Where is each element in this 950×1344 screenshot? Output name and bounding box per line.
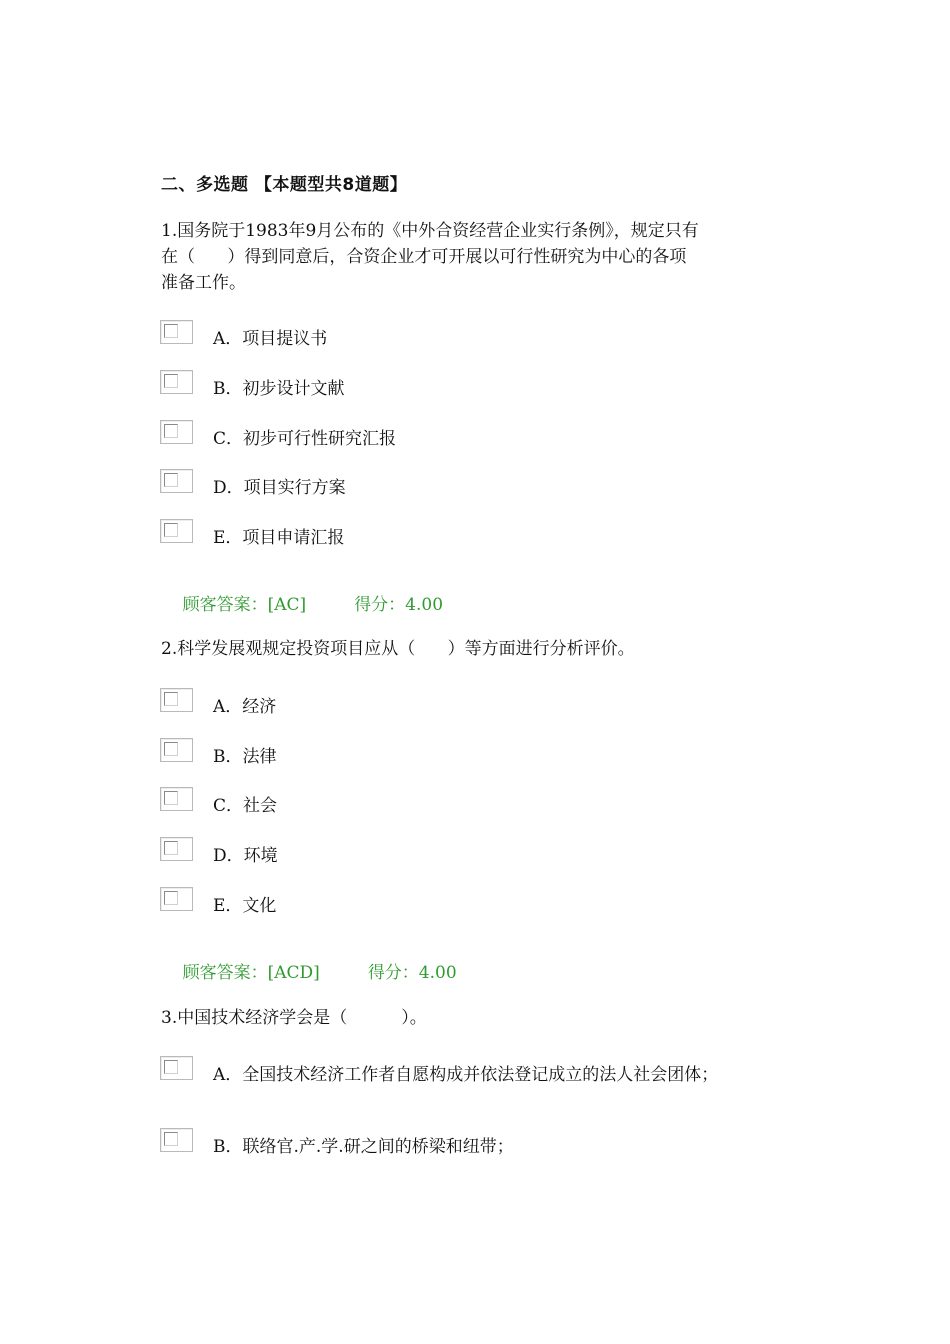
option-label: D．环境: [213, 846, 278, 866]
question-stem-line: 在（ ）得到同意后，合资企业才可开展以可行性研究为中心的各项: [161, 247, 687, 267]
option-label: C．社会: [213, 796, 278, 816]
user-answer: 顾客答案：[AC]: [182, 595, 307, 615]
option-label: A．项目提议书: [213, 329, 328, 349]
option-label: E．文化: [213, 896, 277, 916]
option-label: A．全国技术经济工作者自愿构成并依法登记成立的法人社会团体；: [213, 1065, 719, 1085]
section-title: 二、多选题 【本题型共8道题】: [161, 175, 408, 195]
question-stem-line: 3.中国技术经济学会是（ ）。: [161, 1008, 427, 1028]
score: 得分：4.00: [367, 963, 457, 983]
checkbox-unchecked-icon[interactable]: [160, 519, 193, 543]
checkbox-unchecked-icon[interactable]: [160, 787, 193, 811]
question-2-stem: [161, 636, 786, 662]
score: 得分：4.00: [354, 595, 444, 615]
checkbox-unchecked-icon[interactable]: [160, 1056, 193, 1080]
question-stem-line: 2.科学发展观规定投资项目应从（ ）等方面进行分析评价。: [161, 639, 635, 659]
option-label: A．经济: [213, 697, 277, 717]
option-label: D．项目实行方案: [213, 478, 346, 498]
checkbox-unchecked-icon[interactable]: [160, 420, 193, 444]
checkbox-unchecked-icon[interactable]: [160, 688, 193, 712]
option-label: B．联络官.产.学.研之间的桥梁和纽带；: [213, 1137, 514, 1157]
question-2-result: [161, 938, 457, 1003]
checkbox-unchecked-icon[interactable]: [160, 738, 193, 762]
user-answer: 顾客答案：[ACD]: [182, 963, 320, 983]
checkbox-unchecked-icon[interactable]: [160, 469, 193, 493]
checkbox-unchecked-icon[interactable]: [160, 837, 193, 861]
question-3-stem: [161, 1005, 786, 1031]
checkbox-unchecked-icon[interactable]: [160, 887, 193, 911]
checkbox-unchecked-icon[interactable]: [160, 1128, 193, 1152]
option-label: B．初步设计文献: [213, 379, 345, 399]
checkbox-unchecked-icon[interactable]: [160, 320, 193, 344]
option-label: B．法律: [213, 747, 277, 767]
question-1-result: [161, 570, 443, 635]
option-label: E．项目申请汇报: [213, 528, 345, 548]
option-label: C．初步可行性研究汇报: [213, 429, 397, 449]
question-stem-line: 准备工作。: [161, 273, 246, 293]
question-stem-line: 1.国务院于1983年9月公布的《中外合资经营企业实行条例》，规定只有: [161, 221, 699, 241]
question-1-stem: [161, 218, 786, 296]
checkbox-unchecked-icon[interactable]: [160, 370, 193, 394]
